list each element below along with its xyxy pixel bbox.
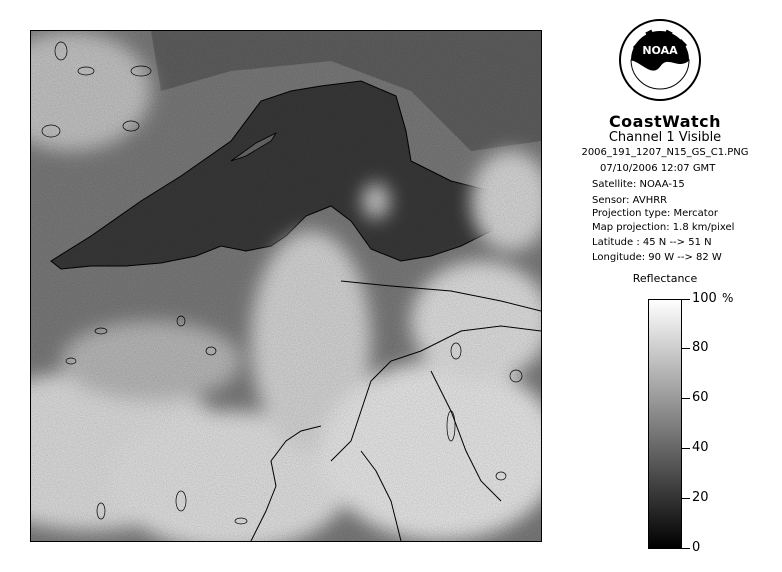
map-projection: Map projection: 1.8 km/pixel bbox=[592, 222, 735, 233]
noaa-logo-text: NOAA bbox=[642, 44, 678, 57]
colorbar-tick-label: 60 bbox=[692, 390, 709, 405]
sensor-label: Sensor: AVHRR bbox=[592, 195, 668, 206]
projection-type: Projection type: Mercator bbox=[592, 208, 718, 219]
colorbar-tick-label: 0 bbox=[692, 540, 701, 555]
colorbar-tick bbox=[682, 299, 690, 300]
colorbar-unit: % bbox=[722, 291, 734, 305]
satellite-label: Satellite: NOAA-15 bbox=[592, 179, 685, 190]
colorbar-tick bbox=[682, 398, 690, 399]
noaa-logo-icon bbox=[618, 18, 702, 102]
colorbar-tick-label: 80 bbox=[692, 340, 709, 355]
longitude-range: Longitude: 90 W --> 82 W bbox=[592, 252, 722, 263]
channel-label: Channel 1 Visible bbox=[608, 130, 722, 145]
date-time: 07/10/2006 12:07 GMT bbox=[600, 163, 716, 174]
colorbar-tick bbox=[682, 448, 690, 449]
colorbar-tick-label: 20 bbox=[692, 490, 709, 505]
image-texture bbox=[31, 31, 541, 541]
satellite-map bbox=[30, 30, 542, 542]
colorbar-title: Reflectance bbox=[632, 272, 698, 285]
colorbar-tick bbox=[682, 548, 690, 549]
colorbar-tick-label: 40 bbox=[692, 440, 709, 455]
reflectance-colorbar bbox=[648, 299, 682, 549]
colorbar-tick bbox=[682, 348, 690, 349]
coastwatch-title: CoastWatch bbox=[608, 112, 722, 131]
latitude-range: Latitude : 45 N --> 51 N bbox=[592, 237, 712, 248]
colorbar-tick-label: 100 bbox=[692, 291, 717, 306]
file-name: 2006_191_1207_N15_GS_C1.PNG bbox=[581, 147, 749, 158]
colorbar-tick bbox=[682, 498, 690, 499]
satellite-image bbox=[31, 31, 541, 541]
